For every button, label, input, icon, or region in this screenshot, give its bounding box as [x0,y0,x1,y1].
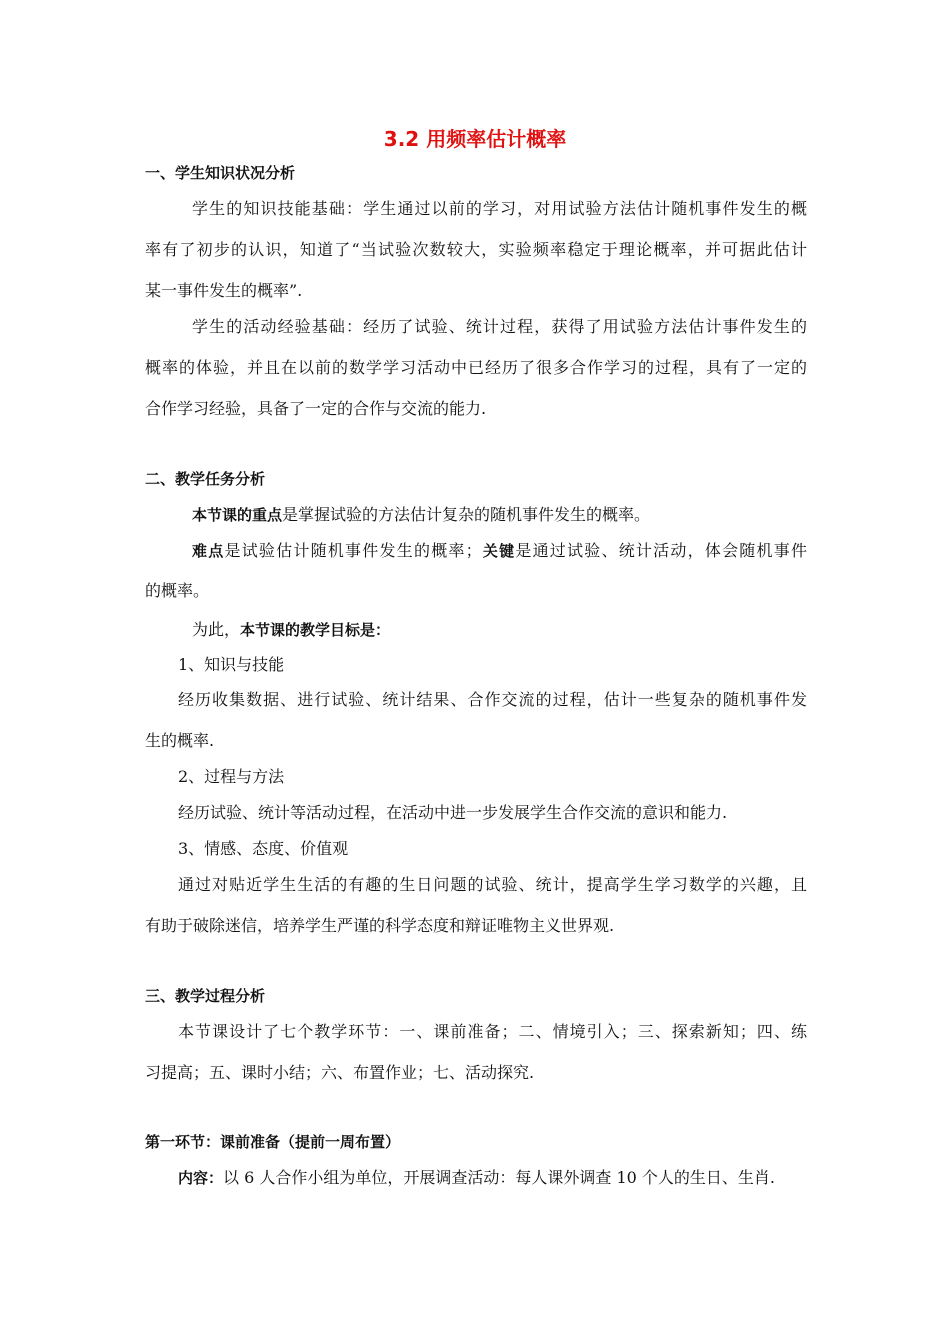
paragraph-line: 学生的活动经验基础：经历了试验、统计过程，获得了用试验方法估计事件发生的 [192,317,807,336]
paragraph-line: 通过对贴近学生生活的有趣的生日问题的试验、统计，提高学生学习数学的兴趣，且 [178,875,807,894]
goal-title-1: 1、知识与技能 [178,655,285,674]
focus-text: 是掌握试验的方法估计复杂的随机事件发生的概率。 [282,505,651,524]
difficulty-text: 是试验估计随机事件发生的概率； [224,541,482,560]
paragraph-line: 率有了初步的认识，知道了“当试验次数较大，实验频率稳定于理论概率，并可据此估计 [145,240,807,259]
paragraph-line: 概率的体验，并且在以前的数学学习活动中已经历了很多合作学习的过程，具有了一定的 [145,358,807,377]
section-heading-2: 二、教学任务分析 [145,470,266,488]
goal-prefix: 为此， [192,620,241,639]
content-line [178,1168,807,1188]
paragraph-line: 合作学习经验，具备了一定的合作与交流的能力. [145,399,487,418]
document-title: 3.2 用频率估计概率 [383,127,567,151]
paragraph-line: 有助于破除迷信，培养学生严谨的科学态度和辩证唯物主义世界观. [145,916,615,935]
focus-line [192,505,807,525]
section-heading-4: 第一环节：课前准备（提前一周布置） [145,1133,401,1151]
paragraph-line: 的概率。 [145,581,210,600]
difficulty-line [192,541,807,561]
paragraph-line: 经历试验、统计等活动过程，在活动中进一步发展学生合作交流的意识和能力. [178,803,728,822]
goal-title-2: 2、过程与方法 [178,767,285,786]
goal-label: 本节课的教学目标是： [240,621,391,639]
goal-intro-line [192,620,807,640]
focus-label: 本节课的重点 [192,506,283,524]
paragraph-line: 某一事件发生的概率”. [145,281,303,300]
paragraph-line: 生的概率. [145,731,215,750]
paragraph-line: 学生的知识技能基础：学生通过以前的学习，对用试验方法估计随机事件发生的概 [192,199,807,218]
key-label: 关键 [481,542,516,560]
section-heading-3: 三、教学过程分析 [145,987,266,1005]
section-heading-1: 一、学生知识状况分析 [145,164,296,182]
paragraph-line: 经历收集数据、进行试验、统计结果、合作交流的过程，估计一些复杂的随机事件发 [178,690,807,709]
paragraph-line: 本节课设计了七个教学环节：一、课前准备；二、情境引入；三、探索新知；四、练 [178,1022,807,1041]
goal-title-3: 3、情感、态度、价值观 [178,839,349,858]
content-label: 内容： [178,1169,224,1187]
paragraph-line: 习提高；五、课时小结；六、布置作业；七、活动探究. [145,1063,535,1082]
content-text: 以 6 人合作小组为单位，开展调查活动：每人课外调查 10 个人的生日、生肖. [223,1168,775,1187]
difficulty-label: 难点 [192,542,225,560]
key-text: 是通过试验、统计活动，体会随机事件 [515,541,807,560]
